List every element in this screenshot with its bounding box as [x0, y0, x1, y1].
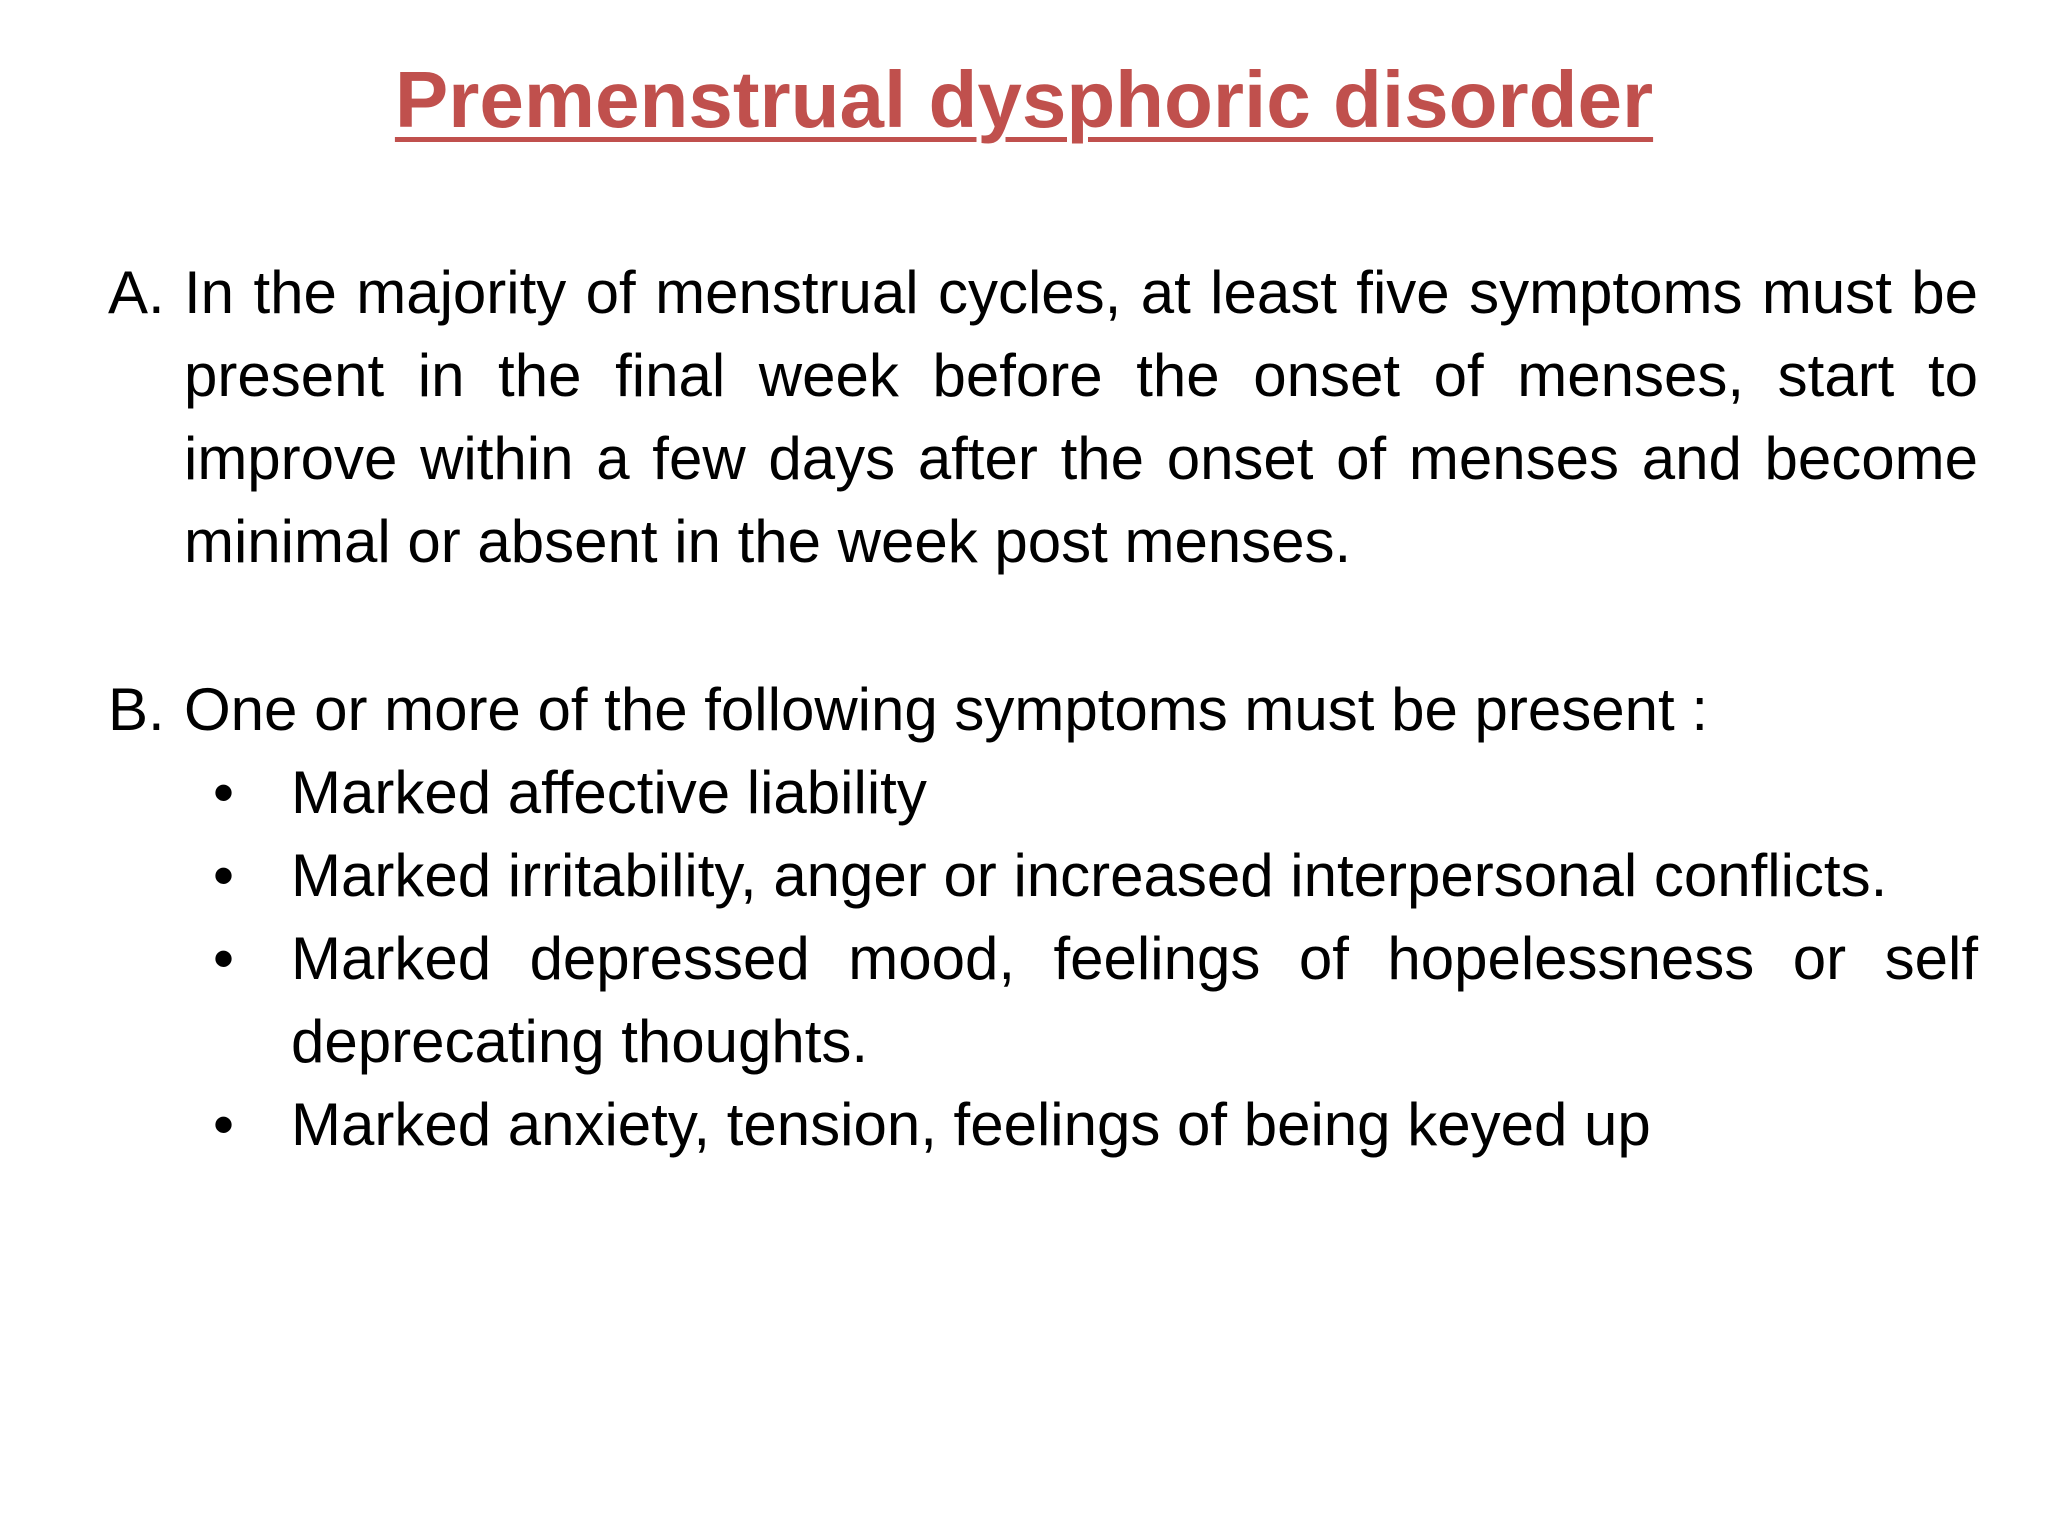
criterion-a [108, 251, 1978, 583]
bullet-icon: • [213, 759, 235, 826]
bullet-icon: • [213, 842, 235, 909]
criterion-a-text: In the majority of menstrual cycles, at least five symptoms must be present in the final week before the onset of menses, start to improve within a few days after the onset of menses and become minimal or absent in the week post menses. [184, 259, 1978, 575]
symptom-text: Marked irritability, anger or increased interpersonal conflicts. [291, 842, 1888, 909]
symptom-list [211, 751, 1978, 1166]
criterion-b-marker: B. [108, 676, 165, 743]
list-item [211, 751, 1978, 834]
bullet-icon: • [213, 925, 235, 992]
symptom-text: Marked anxiety, tension, feelings of being keyed up [291, 1091, 1651, 1158]
criterion-a-marker: A. [108, 259, 165, 326]
criterion-b-text: One or more of the following symptoms must be present : [184, 676, 1708, 743]
symptom-text: Marked depressed mood, feelings of hopelessness or self deprecating thoughts. [291, 925, 1978, 1075]
symptom-text: Marked affective liability [291, 759, 927, 826]
list-item [211, 917, 1978, 1083]
bullet-icon: • [213, 1091, 235, 1158]
list-item [211, 1083, 1978, 1166]
criterion-b [108, 668, 1978, 1166]
list-item [211, 834, 1978, 917]
slide-title: Premenstrual dysphoric disorder [394, 55, 1654, 144]
